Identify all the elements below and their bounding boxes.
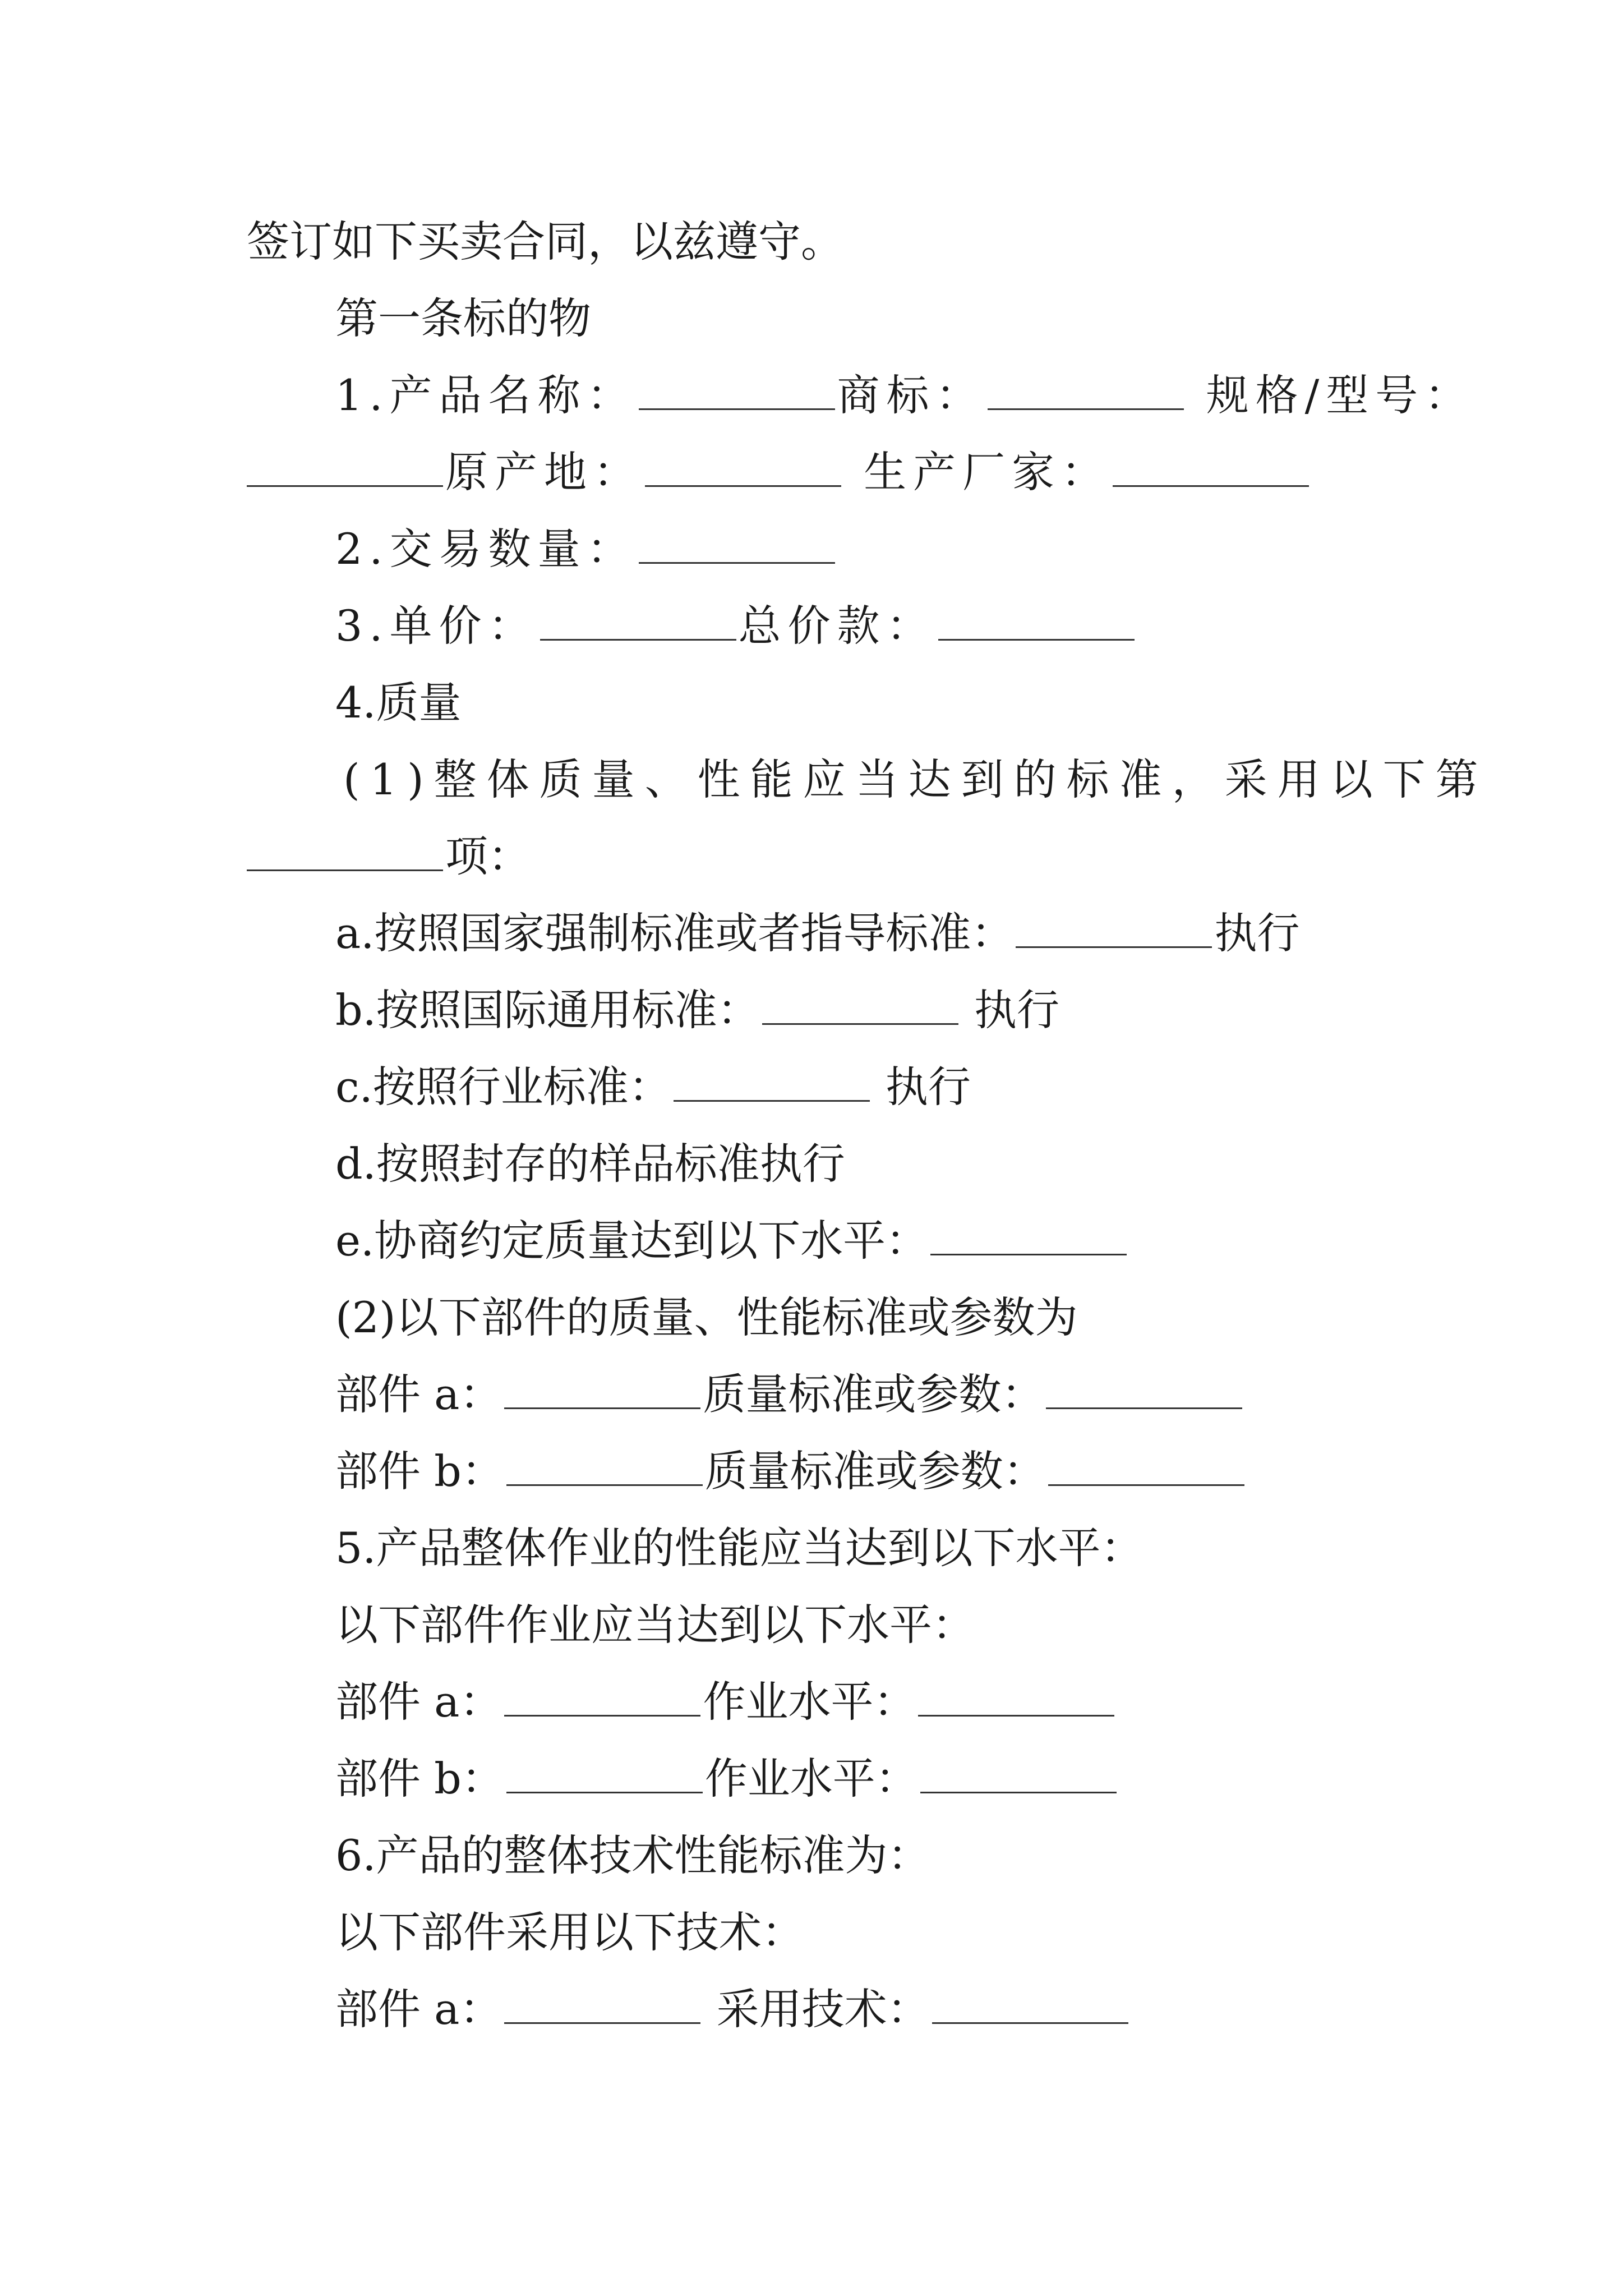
text-part-a-tech-label: 部件 a： xyxy=(335,1984,502,2034)
doc-line-item-choice xyxy=(247,830,531,884)
text-part-a-tech-used-label: 采用技术： xyxy=(716,1984,930,2034)
text-quality-heading: 4.质量 xyxy=(335,678,462,728)
text-origin-label: 原产地： xyxy=(445,447,643,497)
text-item-label: 项： xyxy=(445,831,531,881)
part-a-blank[interactable] xyxy=(504,1372,700,1409)
doc-line-part-b-operation xyxy=(335,1752,1119,1806)
doc-line-option-e xyxy=(335,1214,1129,1268)
text-spec-model-label: 规格/型号： xyxy=(1206,370,1474,420)
text-part-a-op-label: 部件 a： xyxy=(335,1677,502,1727)
text-part-b-standard-label: 质量标准或参数： xyxy=(704,1446,1046,1496)
text-option-c: c.按照行业标准： xyxy=(335,1062,671,1112)
part-a-tech-used-blank[interactable] xyxy=(932,1986,1128,2024)
part-b-standard-blank[interactable] xyxy=(1048,1448,1244,1486)
doc-line-option-d xyxy=(335,1137,845,1191)
text-option-a-execute: 执行 xyxy=(1214,908,1300,958)
doc-line-technical xyxy=(335,1829,930,1883)
item-choice-blank[interactable] xyxy=(247,834,443,871)
option-b-blank[interactable] xyxy=(762,987,958,1025)
doc-line-option-c xyxy=(335,1060,971,1114)
trademark-blank[interactable] xyxy=(988,372,1184,410)
part-a-op-level-blank[interactable] xyxy=(918,1679,1114,1717)
text-part-b-label: 部件 b： xyxy=(335,1446,504,1496)
text-option-b: b.按照国际通用标准： xyxy=(335,985,760,1035)
text-unit-price-label: 3.单价： xyxy=(335,601,538,651)
spec-model-blank[interactable] xyxy=(247,449,443,487)
part-a-tech-blank[interactable] xyxy=(504,1986,700,2024)
doc-line-quality-1 xyxy=(343,753,1488,807)
text-quantity-label: 2.交易数量： xyxy=(335,524,637,574)
text-article-1-heading: 第一条标的物 xyxy=(335,293,591,343)
text-total-price-label: 总价款： xyxy=(738,601,936,651)
text-technical-heading: 6.产品的整体技术性能标准为： xyxy=(335,1830,930,1880)
text-trademark-label: 商标： xyxy=(837,370,985,420)
text-intro: 签订如下买卖合同，以兹遵守。 xyxy=(247,217,843,266)
doc-line-origin xyxy=(247,445,1311,499)
text-part-a-label: 部件 a： xyxy=(335,1369,502,1419)
text-parts-technology: 以下部件采用以下技术： xyxy=(335,1907,804,1957)
doc-line-part-b-quality xyxy=(335,1444,1247,1498)
unit-price-blank[interactable] xyxy=(540,603,736,641)
doc-line-part-a-technology xyxy=(335,1982,1131,2036)
doc-line-intro xyxy=(247,215,843,269)
text-part-a-op-level-label: 作业水平： xyxy=(703,1677,916,1727)
text-product-name-label: 1.产品名称： xyxy=(335,370,637,420)
doc-line-quantity xyxy=(335,522,837,576)
text-parts-operation: 以下部件作业应当达到以下水平： xyxy=(335,1600,975,1650)
doc-line-option-a xyxy=(335,907,1299,960)
text-part-a-standard-label: 质量标准或参数： xyxy=(703,1369,1044,1419)
doc-line-price xyxy=(335,599,1137,653)
text-option-a: a.按照国家强制标准或者指导标准： xyxy=(335,908,1014,958)
part-b-op-blank[interactable] xyxy=(506,1756,703,1793)
doc-line-article-1 xyxy=(335,292,591,346)
manufacturer-blank[interactable] xyxy=(1113,449,1309,487)
origin-blank[interactable] xyxy=(645,449,841,487)
doc-line-quality xyxy=(335,676,462,730)
quantity-blank[interactable] xyxy=(639,526,835,564)
text-option-b-execute: 执行 xyxy=(974,985,1059,1035)
text-manufacturer-label: 生产厂家： xyxy=(864,447,1111,497)
doc-line-part-a-operation xyxy=(335,1675,1117,1729)
text-quality-1: (1)整体质量、性能应当达到的标准，采用以下第 xyxy=(343,754,1488,804)
option-a-blank[interactable] xyxy=(1016,910,1212,948)
doc-line-product xyxy=(335,369,1474,422)
text-option-c-execute: 执行 xyxy=(885,1062,971,1112)
doc-line-quality-2 xyxy=(335,1291,1078,1345)
doc-line-part-a-quality xyxy=(335,1368,1244,1421)
part-a-standard-blank[interactable] xyxy=(1046,1372,1242,1409)
text-part-b-op-label: 部件 b： xyxy=(335,1754,504,1803)
text-option-e: e.协商约定质量达到以下水平： xyxy=(335,1216,929,1266)
text-part-b-op-level-label: 作业水平： xyxy=(704,1754,918,1803)
doc-line-parts-technology xyxy=(335,1906,804,1959)
doc-line-option-b xyxy=(335,983,1059,1037)
total-price-blank[interactable] xyxy=(938,603,1135,641)
option-c-blank[interactable] xyxy=(674,1064,870,1102)
text-performance-heading: 5.产品整体作业的性能应当达到以下水平： xyxy=(335,1523,1144,1573)
part-b-blank[interactable] xyxy=(506,1448,703,1486)
doc-line-performance xyxy=(335,1521,1144,1575)
product-name-blank[interactable] xyxy=(639,372,835,410)
part-a-op-blank[interactable] xyxy=(504,1679,700,1717)
option-e-blank[interactable] xyxy=(930,1218,1127,1255)
part-b-op-level-blank[interactable] xyxy=(920,1756,1117,1793)
doc-line-parts-operation xyxy=(335,1598,975,1652)
text-quality-2: (2)以下部件的质量、性能标准或参数为 xyxy=(335,1292,1078,1342)
text-option-d: d.按照封存的样品标准执行 xyxy=(335,1139,845,1189)
